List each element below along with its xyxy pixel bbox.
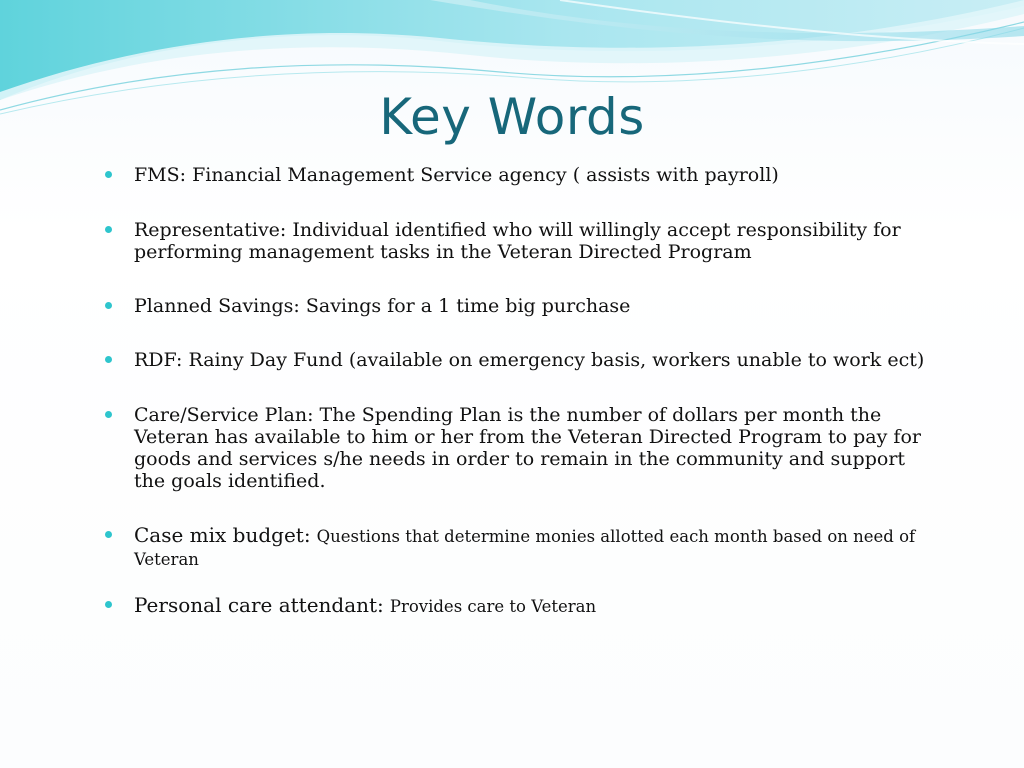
bullet-definition: Provides care to Veteran bbox=[389, 597, 597, 616]
bullet-text bbox=[134, 594, 932, 618]
bullet-text: Care/Service Plan: The Spending Plan is the number of dollars per month the Veteran has available to him or her from the Veteran Directed Program to pay for goods and services s/he needs in order to remain in the community and support the goals identified. bbox=[134, 404, 921, 492]
bullet-item-rdf bbox=[102, 349, 932, 371]
bullet-term: Case mix budget: bbox=[134, 523, 311, 547]
bullet-dot-icon bbox=[105, 356, 112, 363]
bullet-item-case-mix-budget bbox=[102, 524, 932, 571]
bullet-term: Personal care attendant: bbox=[134, 593, 384, 617]
slide-title: Key Words bbox=[379, 88, 645, 146]
bullet-dot-icon bbox=[105, 171, 112, 178]
bullet-dot-icon bbox=[105, 601, 112, 608]
bullet-text bbox=[134, 524, 932, 571]
bullet-dot-icon bbox=[105, 226, 112, 233]
bullet-text: Planned Savings: Savings for a 1 time big purchase bbox=[134, 295, 631, 317]
bullet-text: RDF: Rainy Day Fund (available on emergency basis, workers unable to work ect) bbox=[134, 349, 925, 371]
bullet-definition: Questions that determine monies allotted each month based on need of Veteran bbox=[134, 527, 916, 569]
bullet-item-fms bbox=[102, 164, 932, 186]
bullet-dot-icon bbox=[105, 411, 112, 418]
bullet-item-personal-care-attendant bbox=[102, 594, 932, 618]
bullet-text: Representative: Individual identified who will willingly accept responsibility for performing management tasks in the Veteran Directed Program bbox=[134, 219, 901, 263]
bullet-text: FMS: Financial Management Service agency ( assists with payroll) bbox=[134, 164, 779, 186]
bullet-item-representative bbox=[102, 219, 932, 263]
bullet-dot-icon bbox=[105, 302, 112, 309]
bullet-item-planned-savings bbox=[102, 295, 932, 317]
bullet-item-care-service-plan bbox=[102, 404, 932, 492]
bullet-dot-icon bbox=[105, 531, 112, 538]
